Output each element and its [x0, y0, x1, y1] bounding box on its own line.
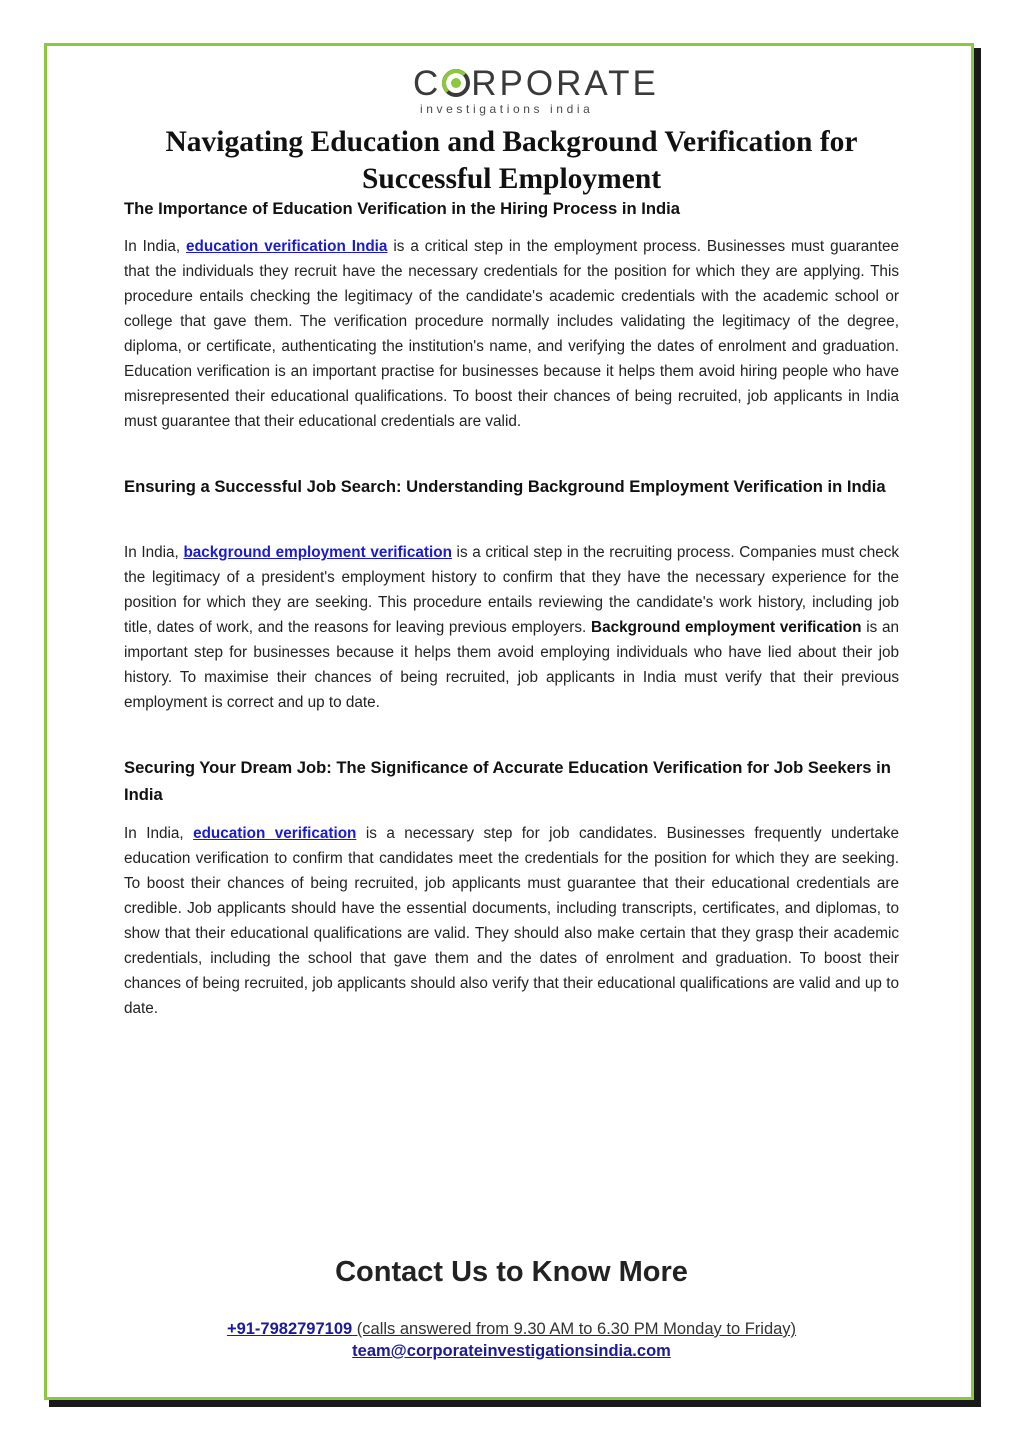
background-employment-verification-link[interactable]: background employment verification: [183, 544, 452, 561]
education-verification-link[interactable]: education verification: [193, 825, 357, 842]
phone-link[interactable]: +91-7982797109 (calls answered from 9.30 AM to 6.30 PM Monday to Friday): [226, 1320, 797, 1338]
education-verification-india-link[interactable]: education verification India: [186, 238, 388, 255]
contact-email-line: [124, 1342, 899, 1361]
corporate-logo: [413, 64, 659, 116]
logo-wordmark: [413, 64, 659, 103]
logo-eye-icon: [442, 69, 470, 97]
logo-tagline: investigations india: [420, 102, 594, 116]
page-title: Navigating Education and Background Verification for Successful Employment: [165, 126, 858, 195]
section-heading-3: Securing Your Dream Job: The Significance of Accurate Education Verification for Job Seekers in India: [124, 758, 891, 804]
section-heading-1: The Importance of Education Verification in the Hiring Process in India: [124, 199, 680, 218]
contact-title: Contact Us to Know More: [335, 1256, 688, 1288]
section-paragraph-3: In India, education verification is a necessary step for job candidates. Businesses frequently undertake education verification to confirm that candidates meet the credentials for the position for which they are seeking. To boost their chances of being recruited, job applicants must guarantee that their educational credentials are credible. Job applicants should have the essential documents, including transcripts, certificates, and diplomas, to show that their educational qualifications are valid. They should also make certain that they grasp their academic credentials, including the school that gave them and the dates of enrolment and graduation. To boost their chances of being recruited, job applicants should also verify that their educational qualifications are valid and up to date.: [124, 825, 899, 1017]
bold-term: Background employment verification: [591, 618, 862, 636]
section-paragraph-1: In India, education verification India is a critical step in the employment process. Businesses must guarantee that the individuals they recruit have the necessary credentials for the position for which they are applying. This procedure entails checking the legitimacy of the candidate's academic credentials with the academic school or college that gave them. The verification procedure normally includes validating the legitimacy of the degree, diploma, or certificate, authenticating the institution's name, and verifying the dates of enrolment and graduation. Education verification is an important practise for businesses because it helps them avoid hiring people who have misrepresented their educational qualifications. To boost their chances of being recruited, job applicants in India must guarantee that their educational credentials are valid.: [124, 238, 899, 430]
logo-text-before: C: [413, 64, 442, 103]
contact-phone-line: [124, 1320, 899, 1339]
section-paragraph-2: In India, background employment verification is a critical step in the recruiting process. Companies must check the legitimacy of a president's employment history to confirm that they have the necessary experience for the position for which they are seeking. This procedure entails reviewing the candidate's work history, including job title, dates of work, and the reasons for leaving previous employers. Background employment verification is an important step for businesses because it helps them avoid employing individuals who have lied about their job history. To maximise their chances of being recruited, job applicants in India must verify that their previous employment is correct and up to date.: [124, 544, 900, 711]
logo-text-after: RPORATE: [471, 64, 659, 103]
email-link[interactable]: team@corporateinvestigationsindia.com: [352, 1342, 671, 1360]
section-heading-2: Ensuring a Successful Job Search: Understanding Background Employment Verification in India: [124, 477, 886, 496]
